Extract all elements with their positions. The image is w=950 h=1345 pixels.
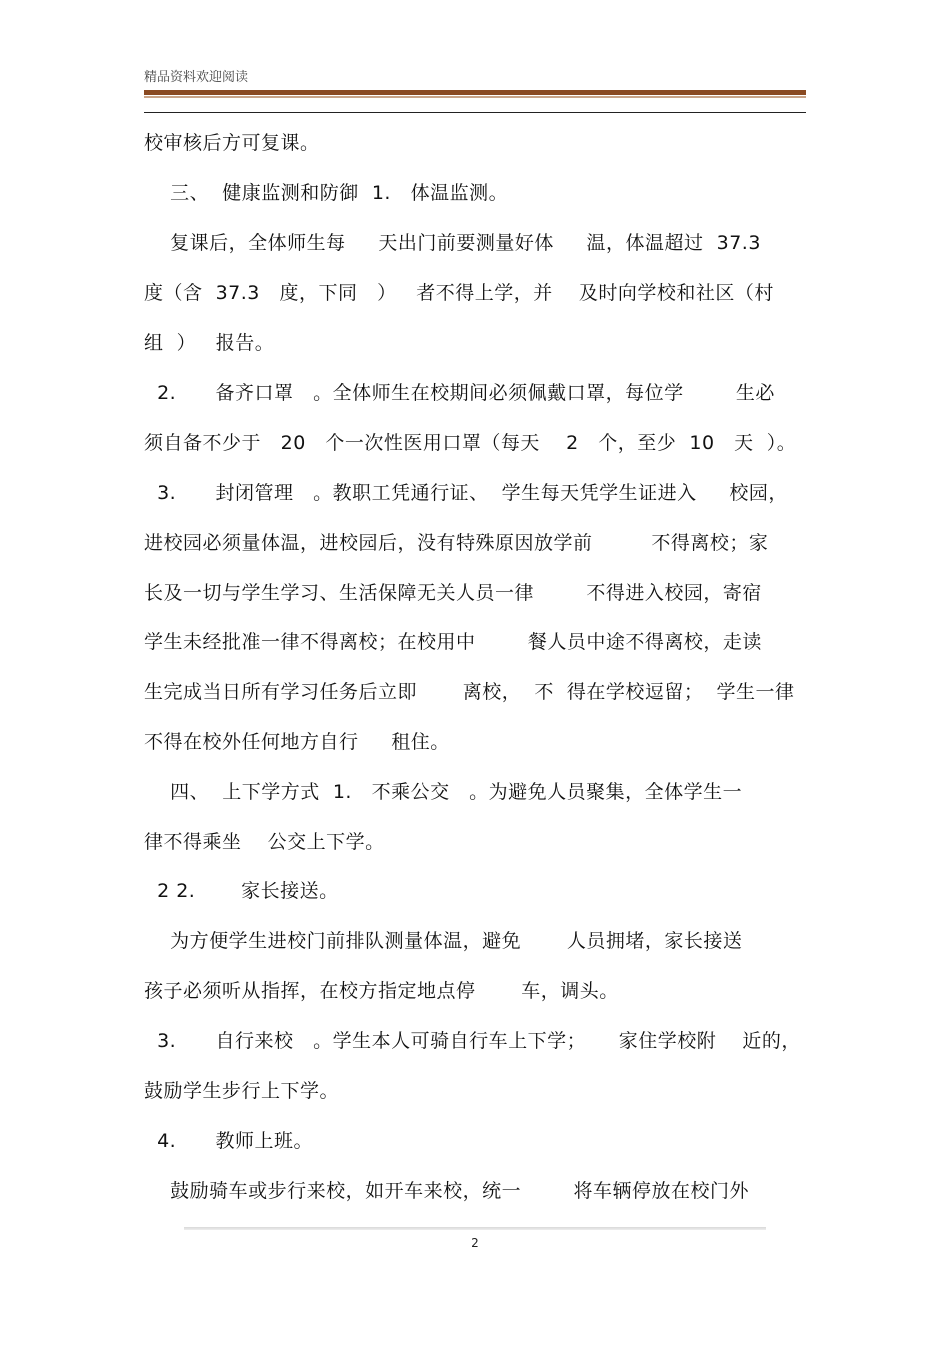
body-line: 学生未经批准一律不得离校；在校用中 餐人员中途不得离校，走读 xyxy=(144,631,762,653)
body-line: 复课后，全体师生每 天出门前要测量好体 温，体温超过 37.3 xyxy=(144,232,761,254)
body-line: 2. 备齐口罩 。全体师生在校期间必须佩戴口罩，每位学 生必 xyxy=(144,382,775,404)
body-line: 生完成当日所有学习任务后立即 离校， 不 得在学校逗留； 学生一律 xyxy=(144,681,795,703)
body-line: 不得在校外任何地方自行 租住。 xyxy=(144,731,450,753)
body-line: 长及一切与学生学习、生活保障无关人员一律 不得进入校园，寄宿 xyxy=(144,582,762,604)
body-line: 组 ） 报告。 xyxy=(144,332,275,354)
body-line: 3. 封闭管理 。教职工凭通行证、 学生每天凭学生证进入 校园， xyxy=(144,482,788,504)
body-line: 为方便学生进校门前排队测量体温，避免 人员拥堵，家长接送 xyxy=(144,930,743,952)
header-rule-accent xyxy=(144,96,806,98)
page-number: 2 xyxy=(471,1236,479,1250)
body-line: 须自备不少于 20 个一次性医用口罩（每天 2 个，至少 10 天 ）。 xyxy=(144,432,797,454)
body-line: 律不得乘坐 公交上下学。 xyxy=(144,831,385,853)
body-line: 度（含 37.3 度，下同 ） 者不得上学，并 及时向学校和社区（村 xyxy=(144,282,774,304)
header-text: 精品资料欢迎阅读 xyxy=(144,70,249,85)
body-line: 校审核后方可复课。 xyxy=(144,132,320,154)
body-line: 进校园必须量体温，进校园后，没有特殊原因放学前 不得离校；家 xyxy=(144,532,769,554)
body-line: 三、 健康监测和防御 1. 体温监测。 xyxy=(144,182,509,204)
body-line: 4. 教师上班。 xyxy=(144,1130,313,1152)
body-line: 四、 上下学方式 1. 不乘公交 。为避免人员聚集，全体学生一 xyxy=(144,781,743,803)
body-line: 鼓励骑车或步行来校，如开车来校，统一 将车辆停放在校门外 xyxy=(144,1180,749,1202)
header-rule xyxy=(144,90,806,95)
body-line: 孩子必须听从指挥，在校方指定地点停 车，调头。 xyxy=(144,980,619,1002)
footer-rule xyxy=(184,1227,766,1230)
body-line: 2 2. 家长接送。 xyxy=(144,880,339,902)
header-underline xyxy=(144,112,806,113)
body-line: 3. 自行来校 。学生本人可骑自行车上下学； 家住学校附 近的， xyxy=(144,1030,801,1052)
body-line: 鼓励学生步行上下学。 xyxy=(144,1080,340,1102)
